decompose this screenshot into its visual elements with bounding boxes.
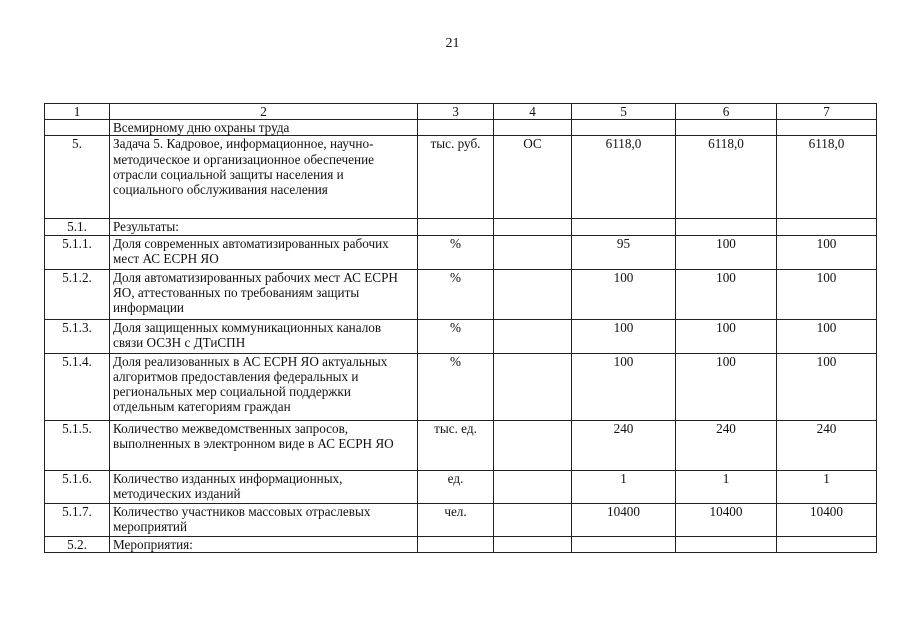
row-source — [494, 503, 572, 536]
measures-table — [44, 103, 877, 553]
row-number: 5.2. — [45, 536, 110, 552]
row-unit: % — [418, 353, 494, 420]
row-source — [494, 536, 572, 552]
table-row — [45, 120, 877, 136]
row-unit: ед. — [418, 470, 494, 503]
row-value-7: 240 — [777, 420, 877, 470]
row-number: 5.1.1. — [45, 235, 110, 269]
table-row — [45, 470, 877, 503]
row-number: 5.1.5. — [45, 420, 110, 470]
row-name: Задача 5. Кадровое, информационное, научно-методическое и организационное обеспечение отрасли социальной защиты населения и социального обслуживания населения — [110, 136, 418, 219]
table-row — [45, 136, 877, 219]
row-name: Мероприятия: — [110, 536, 418, 552]
column-header: 1 — [45, 104, 110, 120]
row-value-7: 100 — [777, 353, 877, 420]
row-value-7: 100 — [777, 319, 877, 353]
table-row — [45, 503, 877, 536]
row-unit: тыс. ед. — [418, 420, 494, 470]
row-value-6: 100 — [676, 235, 777, 269]
row-name: Доля автоматизированных рабочих мест АС ЕСРН ЯО, аттестованных по требованиям защиты информации — [110, 269, 418, 319]
row-value-5 — [572, 120, 676, 136]
row-number: 5.1. — [45, 219, 110, 235]
row-value-5: 100 — [572, 319, 676, 353]
page-number: 21 — [445, 36, 460, 51]
row-name: Доля реализованных в АС ЕСРН ЯО актуальных алгоритмов предоставления федеральных и региональных мер социальной поддержки отдельным категориям граждан — [110, 353, 418, 420]
column-header: 6 — [676, 104, 777, 120]
row-unit: % — [418, 319, 494, 353]
row-value-5: 240 — [572, 420, 676, 470]
row-value-5: 100 — [572, 269, 676, 319]
row-value-6: 6118,0 — [676, 136, 777, 219]
table-row — [45, 219, 877, 235]
table-row — [45, 536, 877, 552]
row-unit: % — [418, 269, 494, 319]
row-value-7 — [777, 219, 877, 235]
row-value-7: 10400 — [777, 503, 877, 536]
row-source — [494, 120, 572, 136]
row-value-6: 100 — [676, 353, 777, 420]
row-value-5 — [572, 219, 676, 235]
row-name: Всемирному дню охраны труда — [110, 120, 418, 136]
row-value-5: 6118,0 — [572, 136, 676, 219]
table-header-row — [45, 104, 877, 120]
row-unit: % — [418, 235, 494, 269]
table-row — [45, 420, 877, 470]
row-value-6: 100 — [676, 319, 777, 353]
row-source: ОС — [494, 136, 572, 219]
row-value-7: 1 — [777, 470, 877, 503]
row-name: Доля современных автоматизированных рабочих мест АС ЕСРН ЯО — [110, 235, 418, 269]
row-number: 5.1.7. — [45, 503, 110, 536]
row-number — [45, 120, 110, 136]
row-unit: чел. — [418, 503, 494, 536]
table-row — [45, 353, 877, 420]
row-value-6: 100 — [676, 269, 777, 319]
table-row — [45, 319, 877, 353]
row-name: Количество межведомственных запросов, выполненных в электронном виде в АС ЕСРН ЯО — [110, 420, 418, 470]
row-value-5: 10400 — [572, 503, 676, 536]
row-value-5: 1 — [572, 470, 676, 503]
column-header: 5 — [572, 104, 676, 120]
row-number: 5.1.6. — [45, 470, 110, 503]
row-number: 5. — [45, 136, 110, 219]
row-value-6 — [676, 120, 777, 136]
row-number: 5.1.3. — [45, 319, 110, 353]
row-unit — [418, 536, 494, 552]
row-number: 5.1.2. — [45, 269, 110, 319]
row-source — [494, 219, 572, 235]
row-value-6: 240 — [676, 420, 777, 470]
column-header: 4 — [494, 104, 572, 120]
row-name: Доля защищенных коммуникационных каналов связи ОСЗН с ДТиСПН — [110, 319, 418, 353]
row-name: Результаты: — [110, 219, 418, 235]
row-number: 5.1.4. — [45, 353, 110, 420]
row-value-6 — [676, 219, 777, 235]
row-value-7 — [777, 120, 877, 136]
row-source — [494, 269, 572, 319]
row-value-5: 95 — [572, 235, 676, 269]
row-unit — [418, 219, 494, 235]
row-source — [494, 353, 572, 420]
row-unit: тыс. руб. — [418, 136, 494, 219]
column-header: 7 — [777, 104, 877, 120]
row-name: Количество участников массовых отраслевых мероприятий — [110, 503, 418, 536]
row-source — [494, 319, 572, 353]
row-unit — [418, 120, 494, 136]
row-value-6: 10400 — [676, 503, 777, 536]
row-value-6: 1 — [676, 470, 777, 503]
table-row — [45, 235, 877, 269]
row-value-7: 100 — [777, 235, 877, 269]
row-source — [494, 470, 572, 503]
row-source — [494, 420, 572, 470]
column-header: 3 — [418, 104, 494, 120]
row-source — [494, 235, 572, 269]
row-name: Количество изданных информационных, методических изданий — [110, 470, 418, 503]
row-value-7: 6118,0 — [777, 136, 877, 219]
table-row — [45, 269, 877, 319]
row-value-5: 100 — [572, 353, 676, 420]
row-value-6 — [676, 536, 777, 552]
column-header: 2 — [110, 104, 418, 120]
row-value-5 — [572, 536, 676, 552]
row-value-7: 100 — [777, 269, 877, 319]
row-value-7 — [777, 536, 877, 552]
